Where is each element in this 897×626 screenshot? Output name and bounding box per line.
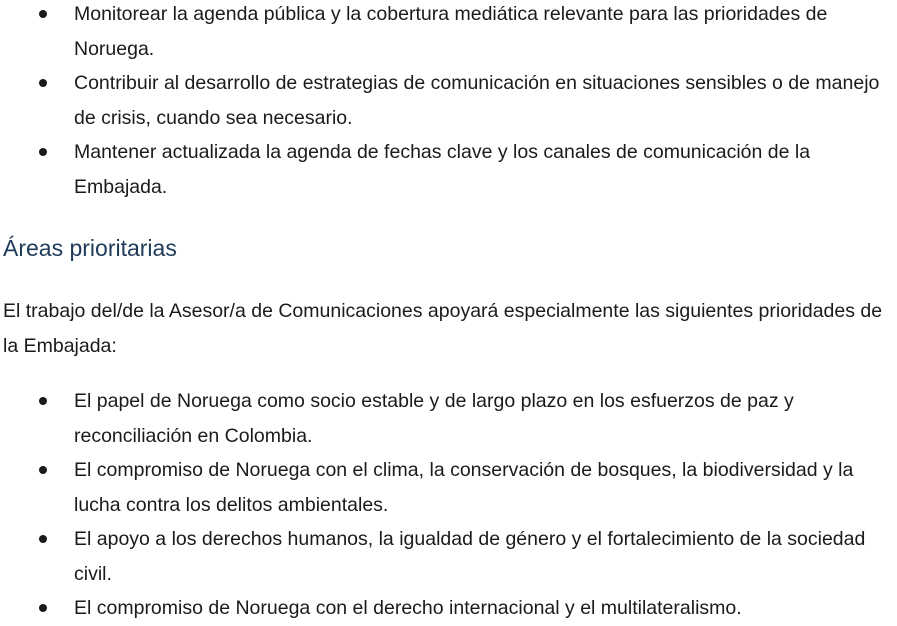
list-item-text: El compromiso de Noruega con el derecho internacional y el multilateralismo. xyxy=(74,597,742,619)
bullet-icon xyxy=(39,148,47,156)
list-item xyxy=(0,453,897,522)
list-item xyxy=(0,66,897,135)
bullet-icon xyxy=(39,10,47,18)
bullet-icon xyxy=(39,397,47,405)
list-item-text: Monitorear la agenda pública y la cobertura mediática relevante para las prioridades de Noruega. xyxy=(74,3,828,60)
list-item-text: El compromiso de Noruega con el clima, la conservación de bosques, la biodiversidad y la lucha contra los delitos ambientales. xyxy=(74,459,854,516)
section-heading: Áreas prioritarias xyxy=(3,235,177,261)
priorities-list xyxy=(0,384,897,626)
bullet-icon xyxy=(39,604,47,612)
list-item-text: El papel de Noruega como socio estable y de largo plazo en los esfuerzos de paz y reconciliación en Colombia. xyxy=(74,390,794,447)
list-item-text: El apoyo a los derechos humanos, la igualdad de género y el fortalecimiento de la sociedad civil. xyxy=(74,528,866,585)
intro-paragraph: El trabajo del/de la Asesor/a de Comunicaciones apoyará especialmente las siguientes prioridades de la Embajada: xyxy=(3,300,883,357)
list-item xyxy=(0,522,897,591)
list-item xyxy=(0,591,897,626)
list-item-text: Contribuir al desarrollo de estrategias de comunicación en situaciones sensibles o de manejo de crisis, cuando sea necesario. xyxy=(74,72,880,129)
list-item xyxy=(0,0,897,66)
responsibilities-list xyxy=(0,0,897,204)
bullet-icon xyxy=(39,466,47,474)
list-item xyxy=(0,384,897,453)
bullet-icon xyxy=(39,79,47,87)
list-item-text: Mantener actualizada la agenda de fechas clave y los canales de comunicación de la Embajada. xyxy=(74,141,811,198)
bullet-icon xyxy=(39,535,47,543)
list-item xyxy=(0,135,897,204)
